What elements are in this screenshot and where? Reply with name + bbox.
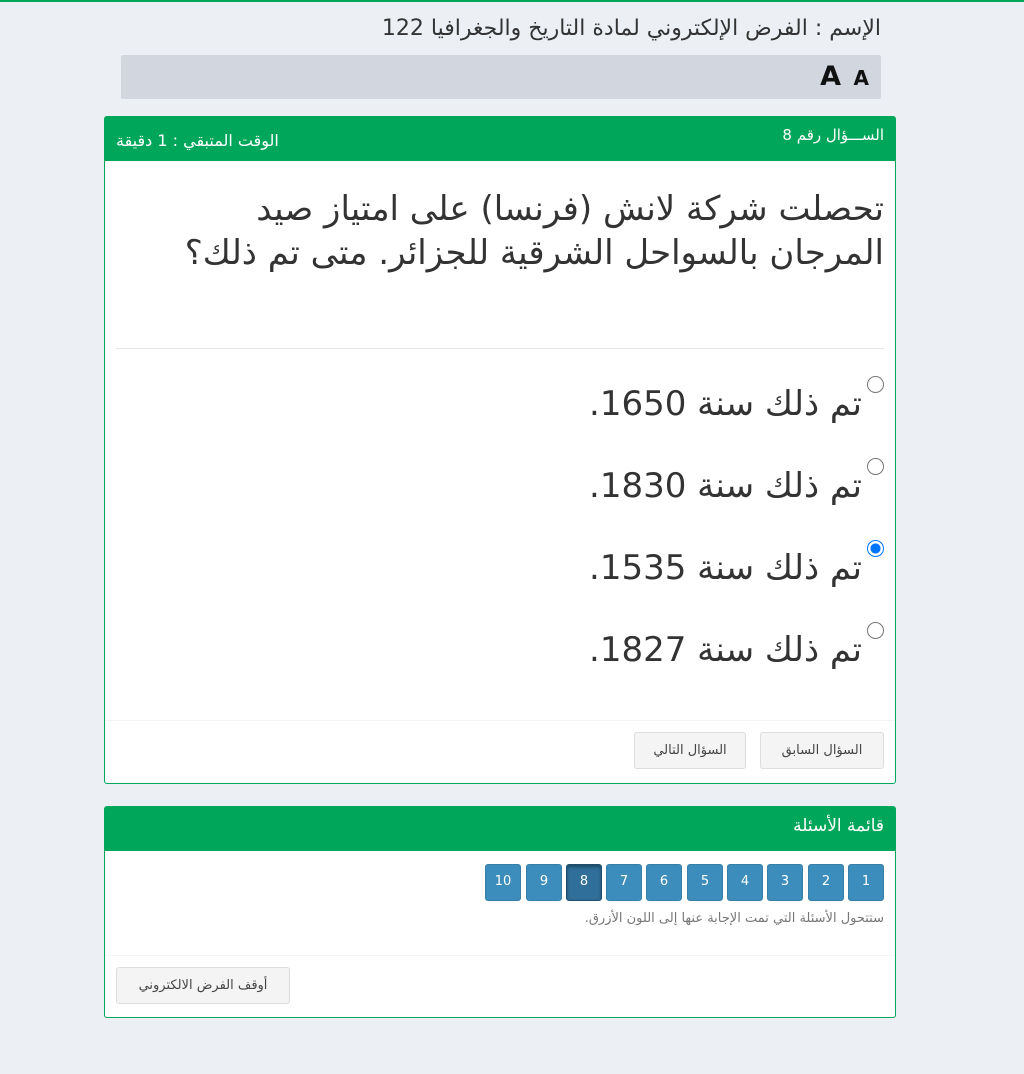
question-jump-button-1[interactable]: 1 xyxy=(848,864,884,901)
question-list-panel xyxy=(104,806,896,1018)
answer-radio-2[interactable] xyxy=(867,458,884,475)
next-question-button[interactable]: السؤال التالي xyxy=(634,732,746,769)
answer-label-4: تم ذلك سنة 1827. xyxy=(589,630,862,670)
question-jump-button-7[interactable]: 7 xyxy=(606,864,642,901)
question-number: الســـؤال رقم 8 xyxy=(782,126,884,144)
answer-option-1[interactable] xyxy=(484,376,884,436)
question-jump-button-2[interactable]: 2 xyxy=(808,864,844,901)
answer-radio-4[interactable] xyxy=(867,622,884,639)
answer-option-3[interactable] xyxy=(484,540,884,600)
question-list-header xyxy=(105,807,895,851)
question-text: تحصلت شركة لانش (فرنسا) على امتياز صيد المرجان بالسواحل الشرقية للجزائر. متى تم ذلك؟ xyxy=(184,189,884,273)
divider xyxy=(116,348,884,349)
stop-exam-button[interactable]: أوقف الفرض الالكتروني xyxy=(116,967,290,1004)
font-size-toolbar xyxy=(121,55,881,99)
increase-font-button[interactable]: A xyxy=(820,61,841,92)
question-panel-header xyxy=(105,117,895,161)
question-jump-button-6[interactable]: 6 xyxy=(646,864,682,901)
time-remaining: الوقت المتبقي : 1 دقيقة xyxy=(116,131,279,150)
answer-option-2[interactable] xyxy=(484,458,884,518)
question-jump-button-3[interactable]: 3 xyxy=(767,864,803,901)
decrease-font-button[interactable]: A xyxy=(853,66,869,90)
answer-option-4[interactable] xyxy=(484,622,884,682)
question-list-title: قائمة الأسئلة xyxy=(793,816,884,836)
answered-hint: ستتحول الأسئلة التي تمت الإجابة عنها إلى اللون الأزرق. xyxy=(584,911,884,926)
previous-question-button[interactable]: السؤال السابق xyxy=(760,732,884,769)
question-panel xyxy=(104,116,896,784)
question-number-list xyxy=(481,864,884,901)
question-jump-button-9[interactable]: 9 xyxy=(526,864,562,901)
answer-label-3: تم ذلك سنة 1535. xyxy=(589,548,862,588)
question-jump-button-5[interactable]: 5 xyxy=(687,864,723,901)
answer-radio-3[interactable] xyxy=(867,540,884,557)
question-jump-button-10[interactable]: 10 xyxy=(485,864,521,901)
question-jump-button-4[interactable]: 4 xyxy=(727,864,763,901)
question-jump-button-8[interactable]: 8 xyxy=(566,864,602,901)
question-panel-footer xyxy=(105,720,895,783)
answer-label-2: تم ذلك سنة 1830. xyxy=(589,466,862,506)
question-list-footer xyxy=(105,955,895,1017)
answer-label-1: تم ذلك سنة 1650. xyxy=(589,384,862,424)
answer-radio-1[interactable] xyxy=(867,376,884,393)
exam-title: الإسم : الفرض الإلكتروني لمادة التاريخ والجغرافيا 122 xyxy=(381,16,881,41)
